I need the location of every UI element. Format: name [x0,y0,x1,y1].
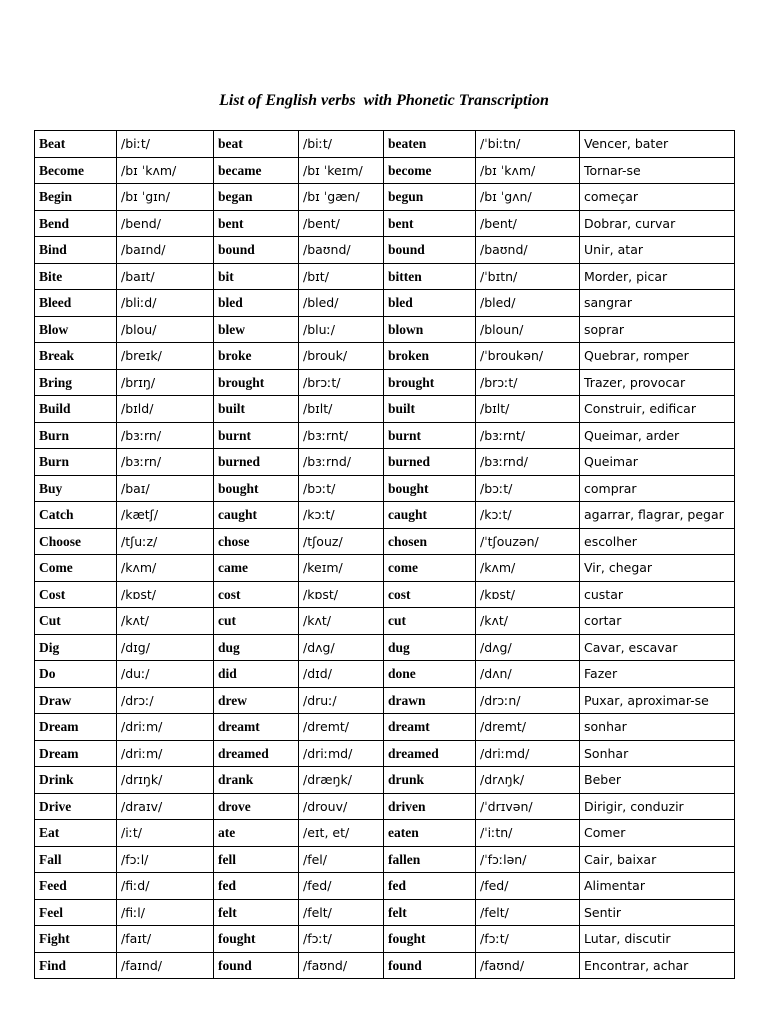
base-pronunciation-cell: /kʌt/ [117,608,214,635]
participle-pronunciation-cell: /ˈbiːtn/ [476,131,580,158]
table-row [35,449,735,476]
past-verb-cell: found [214,952,299,979]
participle-verb-cell: bent [384,210,476,237]
past-verb-cell: beat [214,131,299,158]
table-row [35,581,735,608]
participle-verb-cell: bound [384,237,476,264]
past-pronunciation-cell: /brɔːt/ [299,369,384,396]
past-verb-cell: broke [214,343,299,370]
base-verb-cell: Bind [35,237,117,264]
table-row [35,873,735,900]
past-verb-cell: bought [214,475,299,502]
participle-pronunciation-cell: /fɔːt/ [476,926,580,953]
translation-cell: soprar [580,316,735,343]
translation-cell: cortar [580,608,735,635]
base-pronunciation-cell: /bɪ ˈkʌm/ [117,157,214,184]
past-pronunciation-cell: /dræŋk/ [299,767,384,794]
base-pronunciation-cell: /bɜːrn/ [117,422,214,449]
translation-cell: Cavar, escavar [580,634,735,661]
participle-pronunciation-cell: /fed/ [476,873,580,900]
table-row [35,369,735,396]
table-row [35,184,735,211]
past-verb-cell: became [214,157,299,184]
past-verb-cell: dreamt [214,714,299,741]
past-pronunciation-cell: /bɪ ˈkeɪm/ [299,157,384,184]
participle-pronunciation-cell: /ˈiːtn/ [476,820,580,847]
participle-verb-cell: dug [384,634,476,661]
participle-pronunciation-cell: /bɜːrnd/ [476,449,580,476]
table-row [35,343,735,370]
base-pronunciation-cell: /biːt/ [117,131,214,158]
past-pronunciation-cell: /baʊnd/ [299,237,384,264]
participle-verb-cell: bitten [384,263,476,290]
base-verb-cell: Cut [35,608,117,635]
past-verb-cell: dug [214,634,299,661]
participle-verb-cell: fallen [384,846,476,873]
past-pronunciation-cell: /biːt/ [299,131,384,158]
base-pronunciation-cell: /driːm/ [117,740,214,767]
base-verb-cell: Drive [35,793,117,820]
base-verb-cell: Eat [35,820,117,847]
participle-verb-cell: blown [384,316,476,343]
table-row [35,899,735,926]
base-verb-cell: Bend [35,210,117,237]
translation-cell: Encontrar, achar [580,952,735,979]
table-row [35,661,735,688]
table-row [35,740,735,767]
participle-pronunciation-cell: /dʌn/ [476,661,580,688]
participle-verb-cell: found [384,952,476,979]
translation-cell: Trazer, provocar [580,369,735,396]
participle-pronunciation-cell: /bent/ [476,210,580,237]
past-pronunciation-cell: /keɪm/ [299,555,384,582]
table-row [35,157,735,184]
base-verb-cell: Drink [35,767,117,794]
base-pronunciation-cell: /fiːl/ [117,899,214,926]
translation-cell: Morder, picar [580,263,735,290]
translation-cell: comprar [580,475,735,502]
table-row [35,714,735,741]
participle-verb-cell: fed [384,873,476,900]
table-row [35,210,735,237]
participle-verb-cell: caught [384,502,476,529]
past-pronunciation-cell: /kɔːt/ [299,502,384,529]
past-verb-cell: did [214,661,299,688]
base-verb-cell: Burn [35,422,117,449]
translation-cell: Sonhar [580,740,735,767]
participle-verb-cell: dreamed [384,740,476,767]
participle-pronunciation-cell: /dremt/ [476,714,580,741]
past-verb-cell: bound [214,237,299,264]
translation-cell: Beber [580,767,735,794]
translation-cell: Dobrar, curvar [580,210,735,237]
base-verb-cell: Dig [35,634,117,661]
table-row [35,131,735,158]
participle-verb-cell: done [384,661,476,688]
participle-verb-cell: broken [384,343,476,370]
base-pronunciation-cell: /tʃuːz/ [117,528,214,555]
base-verb-cell: Find [35,952,117,979]
participle-pronunciation-cell: /brɔːt/ [476,369,580,396]
past-verb-cell: drove [214,793,299,820]
table-row [35,820,735,847]
base-pronunciation-cell: /blou/ [117,316,214,343]
base-verb-cell: Do [35,661,117,688]
table-row [35,793,735,820]
base-verb-cell: Catch [35,502,117,529]
base-verb-cell: Bleed [35,290,117,317]
past-verb-cell: built [214,396,299,423]
table-row [35,237,735,264]
base-verb-cell: Bite [35,263,117,290]
translation-cell: começar [580,184,735,211]
participle-pronunciation-cell: /bɪ ˈgʌn/ [476,184,580,211]
base-verb-cell: Come [35,555,117,582]
participle-verb-cell: begun [384,184,476,211]
past-verb-cell: cut [214,608,299,635]
translation-cell: Queimar [580,449,735,476]
base-pronunciation-cell: /bɜːrn/ [117,449,214,476]
participle-pronunciation-cell: /dʌg/ [476,634,580,661]
base-pronunciation-cell: /bend/ [117,210,214,237]
base-pronunciation-cell: /kɒst/ [117,581,214,608]
table-row [35,687,735,714]
base-pronunciation-cell: /draɪv/ [117,793,214,820]
participle-pronunciation-cell: /bled/ [476,290,580,317]
participle-verb-cell: burned [384,449,476,476]
translation-cell: Sentir [580,899,735,926]
table-row [35,316,735,343]
table-row [35,422,735,449]
base-pronunciation-cell: /kætʃ/ [117,502,214,529]
past-pronunciation-cell: /drouv/ [299,793,384,820]
verb-table [34,130,735,979]
base-pronunciation-cell: /fɔːl/ [117,846,214,873]
past-verb-cell: bit [214,263,299,290]
translation-cell: sangrar [580,290,735,317]
table-row [35,528,735,555]
translation-cell: Lutar, discutir [580,926,735,953]
base-pronunciation-cell: /duː/ [117,661,214,688]
past-pronunciation-cell: /tʃouz/ [299,528,384,555]
participle-pronunciation-cell: /ˈdrɪvən/ [476,793,580,820]
past-verb-cell: brought [214,369,299,396]
translation-cell: Puxar, aproximar-se [580,687,735,714]
translation-cell: Dirigir, conduzir [580,793,735,820]
base-verb-cell: Fall [35,846,117,873]
past-verb-cell: fought [214,926,299,953]
participle-pronunciation-cell: /kʌm/ [476,555,580,582]
table-row [35,396,735,423]
past-verb-cell: bled [214,290,299,317]
past-verb-cell: drank [214,767,299,794]
translation-cell: Tornar-se [580,157,735,184]
participle-pronunciation-cell: /ˈbɪtn/ [476,263,580,290]
past-verb-cell: fed [214,873,299,900]
base-verb-cell: Cost [35,581,117,608]
past-pronunciation-cell: /fel/ [299,846,384,873]
past-verb-cell: fell [214,846,299,873]
participle-verb-cell: bled [384,290,476,317]
participle-pronunciation-cell: /kɔːt/ [476,502,580,529]
table-row [35,767,735,794]
base-verb-cell: Bring [35,369,117,396]
base-verb-cell: Beat [35,131,117,158]
past-pronunciation-cell: /dʌg/ [299,634,384,661]
table-row [35,263,735,290]
participle-verb-cell: dreamt [384,714,476,741]
participle-pronunciation-cell: /driːmd/ [476,740,580,767]
participle-pronunciation-cell: /bɜːrnt/ [476,422,580,449]
participle-pronunciation-cell: /drɔːn/ [476,687,580,714]
table-row [35,608,735,635]
base-pronunciation-cell: /faɪnd/ [117,952,214,979]
past-pronunciation-cell: /fɔːt/ [299,926,384,953]
past-pronunciation-cell: /bɪlt/ [299,396,384,423]
participle-verb-cell: felt [384,899,476,926]
participle-verb-cell: driven [384,793,476,820]
base-verb-cell: Blow [35,316,117,343]
base-verb-cell: Begin [35,184,117,211]
past-verb-cell: ate [214,820,299,847]
base-verb-cell: Become [35,157,117,184]
participle-verb-cell: come [384,555,476,582]
base-pronunciation-cell: /baɪnd/ [117,237,214,264]
participle-pronunciation-cell: /bɪlt/ [476,396,580,423]
base-pronunciation-cell: /baɪ/ [117,475,214,502]
past-verb-cell: blew [214,316,299,343]
participle-verb-cell: bought [384,475,476,502]
translation-cell: Alimentar [580,873,735,900]
base-verb-cell: Feel [35,899,117,926]
participle-verb-cell: drawn [384,687,476,714]
past-pronunciation-cell: /bɜːrnt/ [299,422,384,449]
base-pronunciation-cell: /faɪt/ [117,926,214,953]
past-verb-cell: drew [214,687,299,714]
translation-cell: sonhar [580,714,735,741]
participle-verb-cell: chosen [384,528,476,555]
participle-pronunciation-cell: /felt/ [476,899,580,926]
past-verb-cell: caught [214,502,299,529]
participle-pronunciation-cell: /ˈbroukən/ [476,343,580,370]
past-pronunciation-cell: /dɪd/ [299,661,384,688]
participle-verb-cell: brought [384,369,476,396]
participle-verb-cell: eaten [384,820,476,847]
base-pronunciation-cell: /driːm/ [117,714,214,741]
base-pronunciation-cell: /kʌm/ [117,555,214,582]
table-row [35,290,735,317]
base-verb-cell: Dream [35,740,117,767]
table-row [35,952,735,979]
past-pronunciation-cell: /brouk/ [299,343,384,370]
translation-cell: Comer [580,820,735,847]
translation-cell: Quebrar, romper [580,343,735,370]
translation-cell: Vir, chegar [580,555,735,582]
translation-cell: Queimar, arder [580,422,735,449]
participle-verb-cell: cut [384,608,476,635]
past-pronunciation-cell: /bluː/ [299,316,384,343]
past-pronunciation-cell: /eɪt, et/ [299,820,384,847]
participle-verb-cell: drunk [384,767,476,794]
participle-verb-cell: become [384,157,476,184]
participle-verb-cell: cost [384,581,476,608]
translation-cell: Construir, edificar [580,396,735,423]
table-row [35,846,735,873]
base-pronunciation-cell: /drɪŋk/ [117,767,214,794]
participle-pronunciation-cell: /bloun/ [476,316,580,343]
past-pronunciation-cell: /fed/ [299,873,384,900]
past-pronunciation-cell: /bɪ ˈgæn/ [299,184,384,211]
past-pronunciation-cell: /kɒst/ [299,581,384,608]
participle-pronunciation-cell: /bɔːt/ [476,475,580,502]
translation-cell: escolher [580,528,735,555]
base-pronunciation-cell: /dɪg/ [117,634,214,661]
participle-pronunciation-cell: /drʌŋk/ [476,767,580,794]
base-verb-cell: Break [35,343,117,370]
participle-pronunciation-cell: /kʌt/ [476,608,580,635]
past-verb-cell: bent [214,210,299,237]
participle-verb-cell: built [384,396,476,423]
past-pronunciation-cell: /bɔːt/ [299,475,384,502]
participle-verb-cell: fought [384,926,476,953]
past-pronunciation-cell: /driːmd/ [299,740,384,767]
past-pronunciation-cell: /felt/ [299,899,384,926]
past-pronunciation-cell: /kʌt/ [299,608,384,635]
base-pronunciation-cell: /breɪk/ [117,343,214,370]
translation-cell: Vencer, bater [580,131,735,158]
participle-pronunciation-cell: /kɒst/ [476,581,580,608]
past-verb-cell: cost [214,581,299,608]
participle-verb-cell: burnt [384,422,476,449]
base-verb-cell: Buy [35,475,117,502]
base-verb-cell: Build [35,396,117,423]
base-verb-cell: Burn [35,449,117,476]
base-pronunciation-cell: /fiːd/ [117,873,214,900]
base-verb-cell: Fight [35,926,117,953]
base-verb-cell: Dream [35,714,117,741]
base-pronunciation-cell: /bɪ ˈgɪn/ [117,184,214,211]
base-verb-cell: Choose [35,528,117,555]
participle-pronunciation-cell: /ˈfɔːlən/ [476,846,580,873]
participle-pronunciation-cell: /bɪ ˈkʌm/ [476,157,580,184]
past-pronunciation-cell: /bled/ [299,290,384,317]
translation-cell: Cair, baixar [580,846,735,873]
translation-cell: Fazer [580,661,735,688]
base-pronunciation-cell: /baɪt/ [117,263,214,290]
base-pronunciation-cell: /iːt/ [117,820,214,847]
translation-cell: custar [580,581,735,608]
past-pronunciation-cell: /bent/ [299,210,384,237]
translation-cell: agarrar, flagrar, pegar [580,502,735,529]
participle-pronunciation-cell: /faʊnd/ [476,952,580,979]
base-pronunciation-cell: /drɔː/ [117,687,214,714]
past-verb-cell: came [214,555,299,582]
past-pronunciation-cell: /dremt/ [299,714,384,741]
past-verb-cell: felt [214,899,299,926]
past-pronunciation-cell: /bɪt/ [299,263,384,290]
table-row [35,555,735,582]
base-verb-cell: Feed [35,873,117,900]
table-row [35,475,735,502]
table-row [35,926,735,953]
participle-pronunciation-cell: /ˈtʃouzən/ [476,528,580,555]
past-verb-cell: began [214,184,299,211]
participle-pronunciation-cell: /baʊnd/ [476,237,580,264]
past-verb-cell: dreamed [214,740,299,767]
past-pronunciation-cell: /faʊnd/ [299,952,384,979]
base-pronunciation-cell: /bliːd/ [117,290,214,317]
base-pronunciation-cell: /brɪŋ/ [117,369,214,396]
document-title: List of English verbs with Phonetic Transcription [219,92,549,109]
base-verb-cell: Draw [35,687,117,714]
table-row [35,502,735,529]
participle-verb-cell: beaten [384,131,476,158]
table-row [35,634,735,661]
past-pronunciation-cell: /bɜːrnd/ [299,449,384,476]
past-verb-cell: burnt [214,422,299,449]
base-pronunciation-cell: /bɪld/ [117,396,214,423]
past-verb-cell: burned [214,449,299,476]
past-verb-cell: chose [214,528,299,555]
translation-cell: Unir, atar [580,237,735,264]
past-pronunciation-cell: /druː/ [299,687,384,714]
